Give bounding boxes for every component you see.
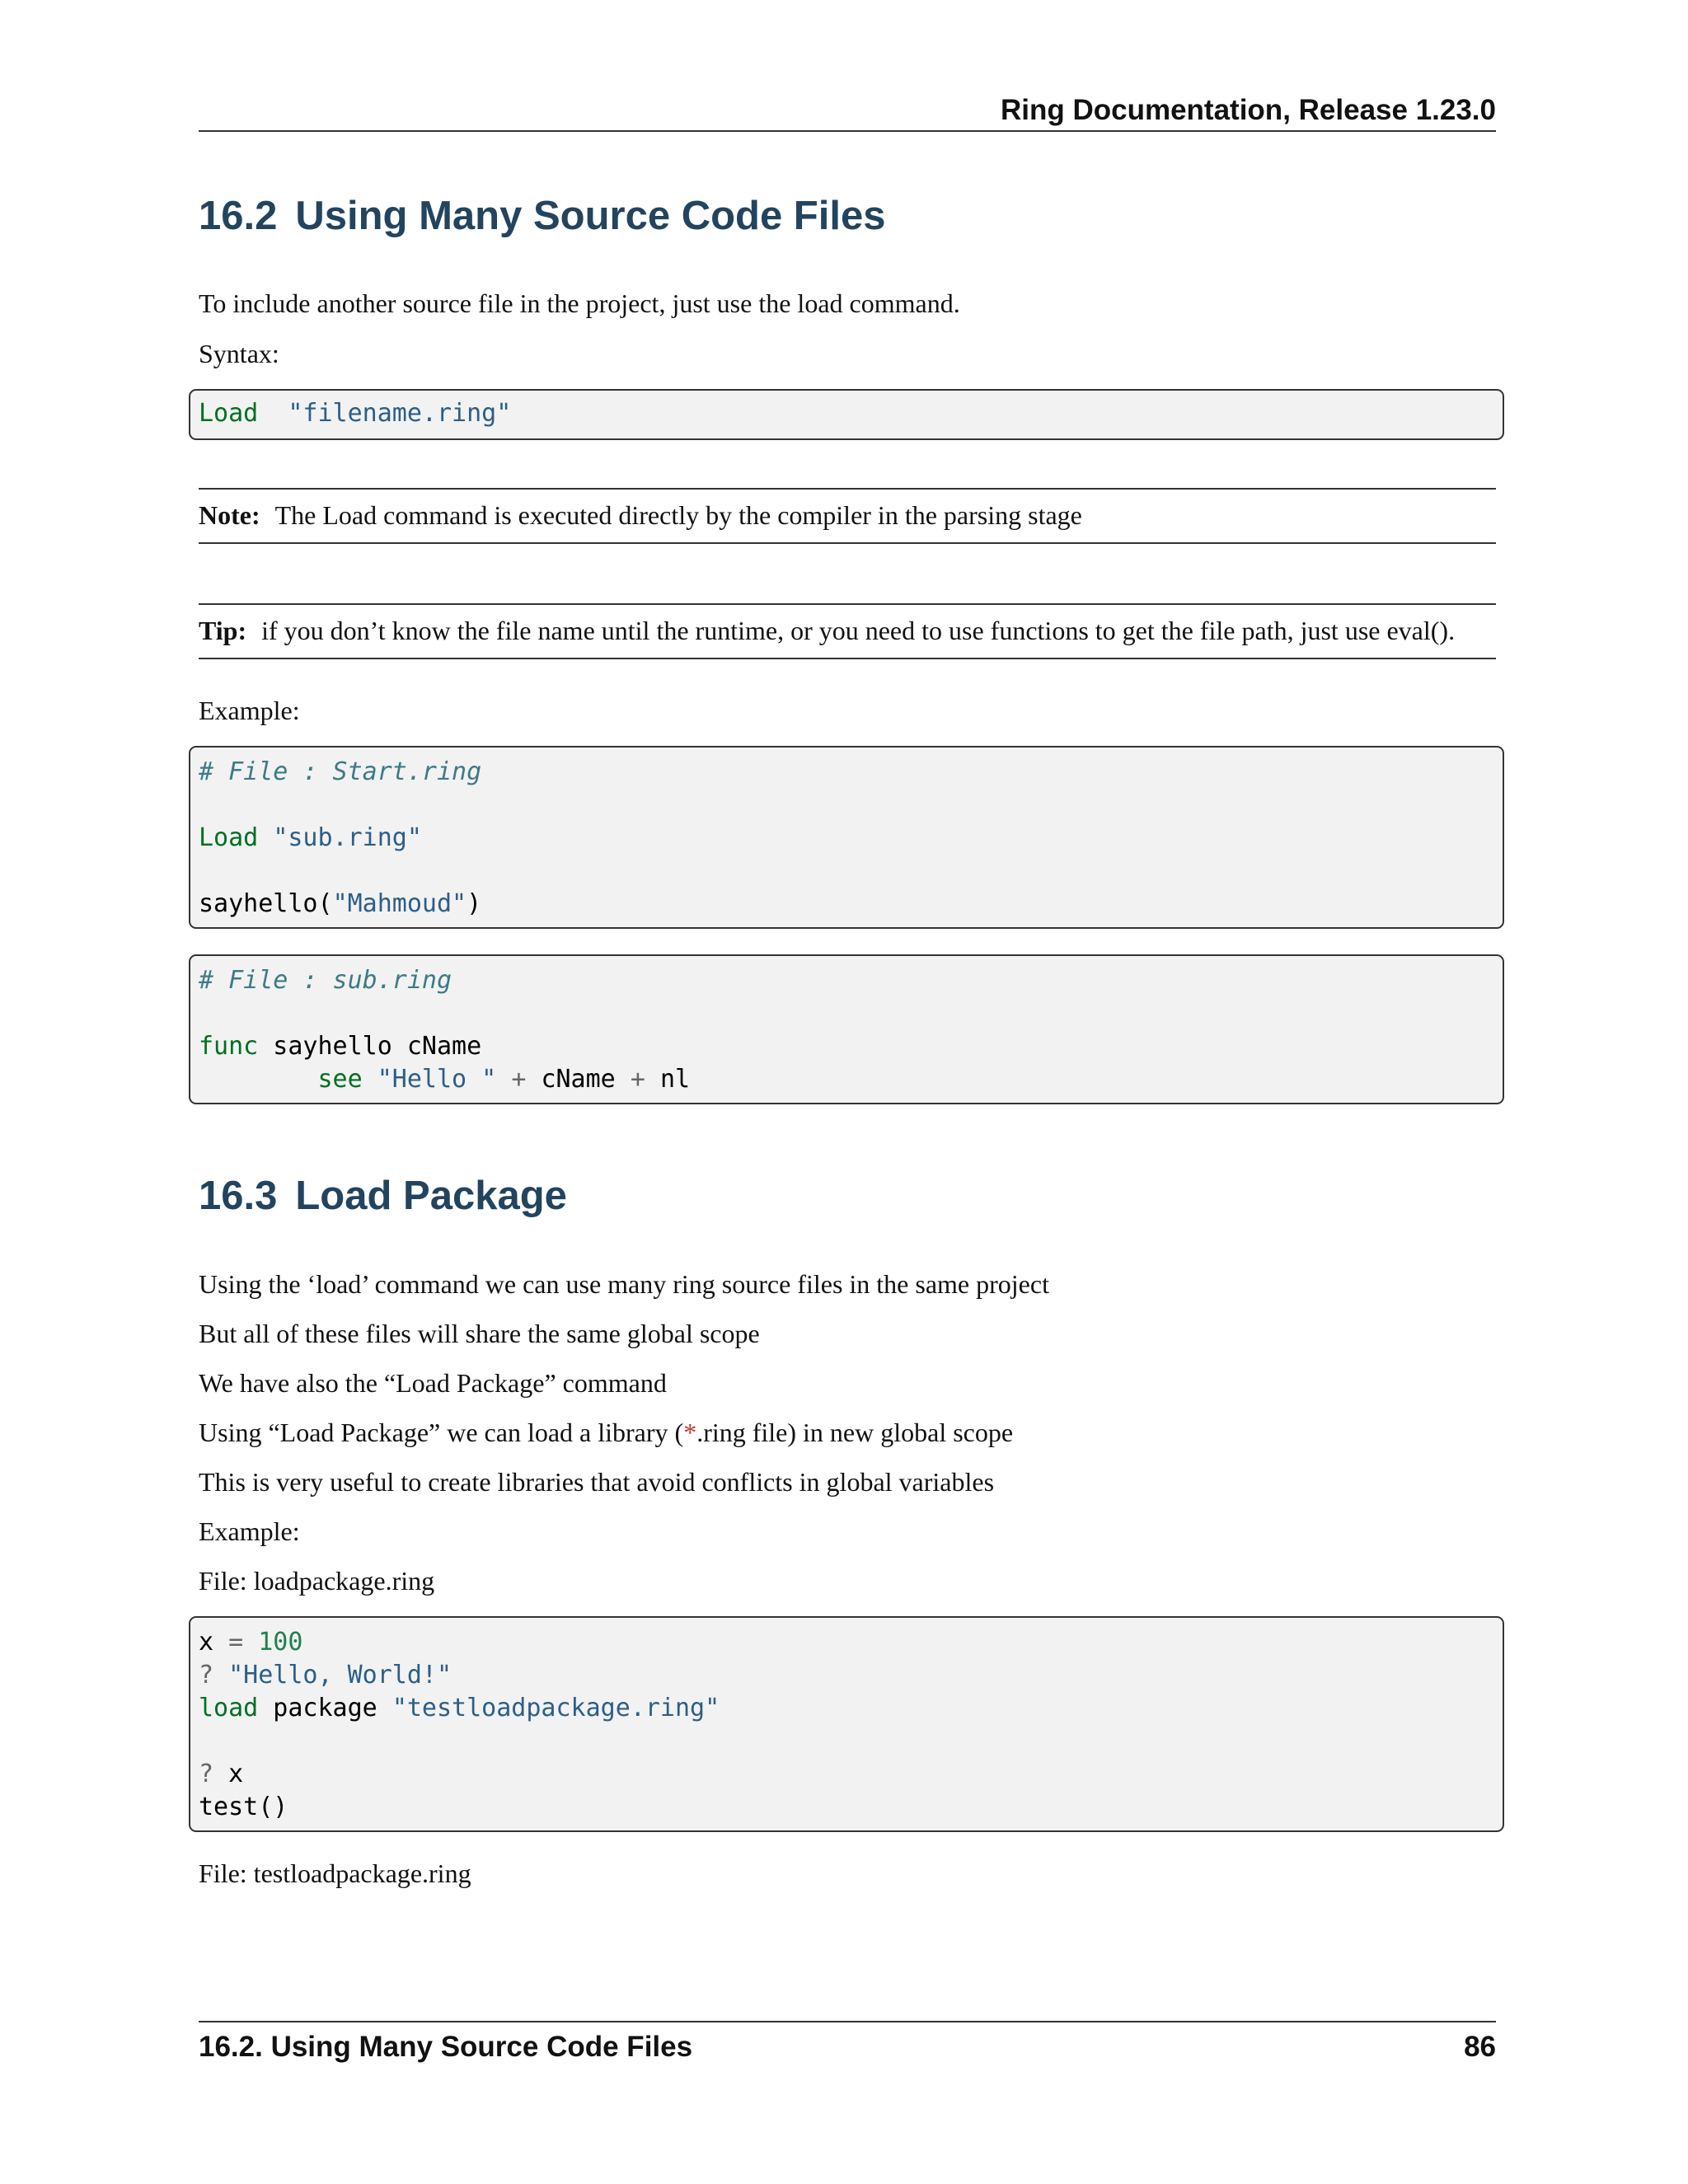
running-footer (199, 2021, 1496, 2072)
code-identifier: x (199, 1628, 214, 1657)
tip-label: Tip: (199, 616, 247, 645)
code-keyword: see (317, 1065, 363, 1094)
section-title: Using Many Source Code Files (295, 194, 886, 238)
code-paren: ) (467, 889, 482, 918)
code-string: "Hello, World!" (228, 1661, 452, 1690)
code-string: "testloadpackage.ring" (392, 1694, 720, 1722)
code-operator: ? (199, 1661, 214, 1690)
paragraph (199, 1416, 1013, 1449)
code-block-sub-ring[interactable] (189, 954, 1504, 1104)
page-number: 86 (1464, 2031, 1496, 2063)
section-heading-16-2 (199, 191, 885, 241)
code-function-call: sayhello( (199, 889, 333, 918)
code-keyword: Load (199, 823, 259, 852)
paragraph: We have also the “Load Package” command (199, 1368, 667, 1398)
syntax-code-block[interactable] (189, 389, 1504, 440)
text-segment: Using “Load Package” we can load a library ( (199, 1418, 684, 1447)
file-label: File: testloadpackage.ring (199, 1858, 471, 1888)
wildcard-star: * (683, 1418, 697, 1447)
code-block-start-ring[interactable] (189, 746, 1504, 929)
code-comment: # File : Start.ring (199, 757, 482, 786)
section-number: 16.3 (199, 1174, 278, 1218)
footer-section: 16.2. Using Many Source Code Files (199, 2031, 693, 2063)
code-keyword: Load (199, 399, 259, 428)
code-identifier: nl (659, 1065, 691, 1094)
example-label: Example: (199, 1516, 300, 1546)
code-func-signature: sayhello cName (258, 1032, 482, 1061)
code-block-loadpackage-ring[interactable] (189, 1616, 1504, 1832)
example-label: Example: (199, 696, 300, 725)
code-keyword: func (199, 1032, 259, 1061)
text-segment: .ring file) in new global scope (696, 1418, 1014, 1447)
tip-text: if you don’t know the file name until the runtime, or you need to use functions to get the file path, just use eval(). (261, 616, 1456, 645)
code-number: 100 (258, 1628, 303, 1657)
intro-paragraph: To include another source file in the project, just use the load command. (199, 288, 960, 318)
code-string: "Mahmoud" (332, 889, 467, 918)
code-operator: + (630, 1065, 645, 1094)
code-keyword: load (199, 1694, 259, 1722)
section-heading-16-3 (199, 1171, 567, 1221)
paragraph: Using the ‘load’ command we can use many ring source files in the same project (199, 1269, 1049, 1299)
file-label: File: loadpackage.ring (199, 1566, 435, 1596)
code-string: "filename.ring" (288, 399, 512, 428)
code-operator: = (228, 1628, 244, 1657)
paragraph: This is very useful to create libraries that avoid conflicts in global variables (199, 1467, 995, 1497)
tip-admonition (199, 603, 1496, 659)
note-admonition (199, 488, 1496, 544)
code-identifier: x (228, 1760, 244, 1788)
note-text: The Load command is executed directly by the compiler in the parsing stage (274, 500, 1082, 530)
section-title: Load Package (295, 1174, 567, 1218)
code-string: "Hello " (377, 1065, 497, 1094)
note-label: Note: (199, 500, 260, 530)
code-identifier: package (258, 1694, 392, 1722)
paragraph: But all of these files will share the same global scope (199, 1319, 760, 1348)
section-number: 16.2 (199, 194, 278, 238)
syntax-label: Syntax: (199, 339, 279, 368)
code-function-call: test() (199, 1793, 288, 1821)
code-string: "sub.ring" (273, 823, 422, 852)
code-operator: ? (199, 1760, 214, 1788)
running-header: Ring Documentation, Release 1.23.0 (199, 91, 1496, 132)
code-comment: # File : sub.ring (199, 966, 452, 995)
code-identifier: cName (541, 1065, 616, 1094)
document-page (199, 0, 1496, 2184)
code-operator: + (511, 1065, 527, 1094)
